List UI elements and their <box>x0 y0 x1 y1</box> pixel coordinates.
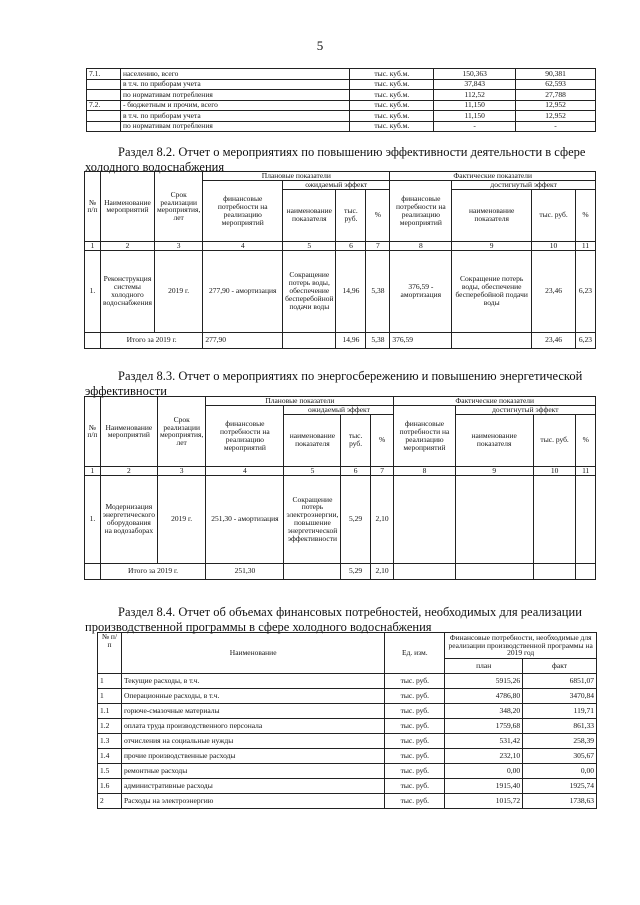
row-name: в т.ч. по приборам учета <box>120 111 349 122</box>
row-plan: 5915,26 <box>445 674 523 689</box>
column-number: 10 <box>532 241 576 250</box>
col-num-header: № п/п <box>85 172 101 242</box>
plan-indicator-header: наименование показателя <box>283 189 336 241</box>
table-row <box>98 764 597 779</box>
planned-header: Плановые показатели <box>206 397 394 406</box>
table-row <box>87 69 596 80</box>
row-name: в т.ч. по приборам учета <box>120 79 349 90</box>
row-value-1: 11,150 <box>434 111 516 122</box>
measure-name: Модернизация энергетического оборудования на водозаборах <box>100 475 157 563</box>
consumption-table <box>86 68 596 132</box>
column-number: 9 <box>452 241 532 250</box>
total-label: Итого за 2019 г. <box>100 563 206 579</box>
plan-header: план <box>445 659 523 674</box>
plan-indicator-header: наименование показателя <box>284 414 341 466</box>
row-plan: 232,10 <box>445 749 523 764</box>
column-number: 10 <box>533 466 576 475</box>
table-row <box>98 794 597 809</box>
table-row <box>98 749 597 764</box>
achieved-effect-header: достигнутый эффект <box>455 405 595 414</box>
measure-term: 2019 г. <box>154 250 202 332</box>
col-term-header: Срок реализации мероприятия, лет <box>154 172 202 242</box>
row-unit: тыс. руб. <box>385 689 445 704</box>
table-row <box>87 111 596 122</box>
row-name: населению, всего <box>120 69 349 80</box>
row-unit: тыс. руб. <box>385 764 445 779</box>
row-plan: 531,42 <box>445 734 523 749</box>
column-numbers-row <box>85 241 596 250</box>
column-number: 7 <box>366 241 390 250</box>
row-unit: тыс. куб.м. <box>350 69 434 80</box>
actual-header: Фактические показатели <box>394 397 596 406</box>
fact-rub: 23,46 <box>532 250 576 332</box>
total-plan-pct: 5,38 <box>366 332 390 348</box>
row-num: 1.4 <box>98 749 122 764</box>
table-row <box>98 704 597 719</box>
row-num: 1.2 <box>98 719 122 734</box>
col-num-header: № п/п <box>98 633 122 674</box>
row-num: 1.5 <box>98 764 122 779</box>
column-numbers-row <box>85 466 596 475</box>
row-unit: тыс. руб. <box>385 704 445 719</box>
row-value-2: 90,381 <box>516 69 596 80</box>
plan-rub: 14,96 <box>336 250 366 332</box>
row-unit: тыс. куб.м. <box>350 100 434 111</box>
col-num-header: № п/п <box>85 397 101 467</box>
table-row <box>85 250 596 332</box>
row-num <box>87 79 121 90</box>
row-name: Текущие расходы, в т.ч. <box>121 674 384 689</box>
row-fact: 6851,07 <box>523 674 597 689</box>
table-row <box>98 779 597 794</box>
column-number: 3 <box>154 241 202 250</box>
table-row <box>98 689 597 704</box>
row-fact: 258,39 <box>523 734 597 749</box>
row-name: по нормативам потребления <box>120 90 349 101</box>
row-plan: 1915,40 <box>445 779 523 794</box>
plan-indicator: Сокращение потерь воды, обеспечение бесперебойной подачи воды <box>283 250 336 332</box>
section-8-2-title: Раздел 8.2. Отчет о мероприятиях по повышению эффективности деятельности в сфере <box>118 145 586 159</box>
column-number: 11 <box>576 466 596 475</box>
column-number: 5 <box>283 241 336 250</box>
plan-pct-header: % <box>366 189 390 241</box>
fact-rub-header: тыс. руб. <box>533 414 576 466</box>
row-unit: тыс. куб.м. <box>350 111 434 122</box>
row-unit: тыс. руб. <box>385 734 445 749</box>
total-row <box>85 332 596 348</box>
row-name: по нормативам потребления <box>120 121 349 132</box>
table-row <box>98 734 597 749</box>
row-unit: тыс. руб. <box>385 719 445 734</box>
total-fact-rub: 23,46 <box>532 332 576 348</box>
row-unit: тыс. руб. <box>385 779 445 794</box>
column-number: 5 <box>284 466 341 475</box>
row-fact: 1925,74 <box>523 779 597 794</box>
column-number: 7 <box>370 466 394 475</box>
table-row <box>87 100 596 111</box>
section-8-3-title: Раздел 8.3. Отчет о мероприятиях по энергосбережению и повышению энергетической <box>118 369 583 383</box>
plan-fin-header: финансовые потребности на реализацию мероприятий <box>203 180 283 241</box>
row-value-1: 11,150 <box>434 100 516 111</box>
row-num: 1 <box>98 674 122 689</box>
row-name: Расходы на электроэнергию <box>121 794 384 809</box>
column-number: 6 <box>336 241 366 250</box>
row-value-1: - <box>434 121 516 132</box>
row-fact: 119,71 <box>523 704 597 719</box>
row-num: 7.2. <box>87 100 121 111</box>
row-num <box>87 121 121 132</box>
row-fact: 3470,84 <box>523 689 597 704</box>
section-8-4-title: Раздел 8.4. Отчет об объемах финансовых потребностей, необходимых для реализации <box>118 605 582 619</box>
plan-rub-header: тыс. руб. <box>341 414 370 466</box>
total-plan-rub: 5,29 <box>341 563 370 579</box>
achieved-effect-header: достигнутый эффект <box>452 180 596 189</box>
row-name: горюче-смазочные материалы <box>121 704 384 719</box>
fact-pct-header: % <box>575 189 595 241</box>
fact-rub-header: тыс. руб. <box>532 189 576 241</box>
plan-pct: 5,38 <box>366 250 390 332</box>
row-unit: тыс. руб. <box>385 674 445 689</box>
plan-pct: 2,10 <box>370 475 394 563</box>
row-num: 7.1. <box>87 69 121 80</box>
row-plan: 4786,80 <box>445 689 523 704</box>
column-number: 1 <box>85 466 101 475</box>
plan-fin-header: финансовые потребности на реализацию мероприятий <box>206 405 284 466</box>
row-num: 1.3 <box>98 734 122 749</box>
row-name: - бюджетным и прочим, всего <box>120 100 349 111</box>
measure-name: Реконструкция системы холодного водоснабжения <box>100 250 154 332</box>
column-number: 11 <box>575 241 595 250</box>
fact-pct-header: % <box>576 414 596 466</box>
total-fact-fin: 376,59 <box>390 332 452 348</box>
column-number: 4 <box>203 241 283 250</box>
page-number: 5 <box>316 38 324 53</box>
row-num: 1 <box>98 689 122 704</box>
row-name: отчисления на социальные нужды <box>121 734 384 749</box>
col-unit-header: Ед. изм. <box>385 633 445 674</box>
section-8-4-title-cont: производственной программы в сфере холодного водоснабжения <box>85 620 432 634</box>
row-fact: 861,33 <box>523 719 597 734</box>
row-plan: 348,20 <box>445 704 523 719</box>
row-num: 1. <box>85 250 101 332</box>
row-num: 1.1 <box>98 704 122 719</box>
row-num: 1. <box>85 475 101 563</box>
col-name-header: Наименование мероприятий <box>100 172 154 242</box>
column-number: 8 <box>390 241 452 250</box>
row-fact: 1738,63 <box>523 794 597 809</box>
row-value-2: 62,593 <box>516 79 596 90</box>
row-fact: 0,00 <box>523 764 597 779</box>
total-label: Итого за 2019 г. <box>100 332 202 348</box>
row-num <box>87 111 121 122</box>
plan-pct-header: % <box>370 414 394 466</box>
row-plan: 0,00 <box>445 764 523 779</box>
total-plan-pct: 2,10 <box>370 563 394 579</box>
fact-fin-header: финансовые потребности на реализацию мероприятий <box>390 180 452 241</box>
row-unit: тыс. куб.м. <box>350 90 434 101</box>
plan-rub-header: тыс. руб. <box>336 189 366 241</box>
actual-header: Фактические показатели <box>390 172 596 181</box>
energy-measures-table <box>84 396 596 580</box>
table-row <box>85 475 596 563</box>
row-unit: тыс. руб. <box>385 794 445 809</box>
row-name: оплата труда производственного персонала <box>121 719 384 734</box>
row-name: прочие производственные расходы <box>121 749 384 764</box>
table-row <box>87 90 596 101</box>
row-value-1: 112,52 <box>434 90 516 101</box>
section-8-3-title-cont: эффективности <box>85 384 167 398</box>
efficiency-measures-table <box>84 171 596 349</box>
fact-fin-header: финансовые потребности на реализацию мероприятий <box>394 405 455 466</box>
row-value-1: 37,843 <box>434 79 516 90</box>
row-unit: тыс. куб.м. <box>350 121 434 132</box>
planned-header: Плановые показатели <box>203 172 390 181</box>
column-number: 2 <box>100 466 157 475</box>
row-unit: тыс. руб. <box>385 749 445 764</box>
fact-indicator-header: наименование показателя <box>452 189 532 241</box>
column-number: 3 <box>157 466 205 475</box>
table-row <box>98 719 597 734</box>
fact-indicator: Сокращение потерь воды, обеспечение бесперебойной подачи воды <box>452 250 532 332</box>
total-plan-rub: 14,96 <box>336 332 366 348</box>
financial-needs-table <box>97 632 597 809</box>
row-fact: 305,67 <box>523 749 597 764</box>
plan-fin: 277,90 - амортизация <box>203 250 283 332</box>
row-value-2: 12,952 <box>516 111 596 122</box>
col-term-header: Срок реализации мероприятия, лет <box>157 397 205 467</box>
measure-term: 2019 г. <box>157 475 205 563</box>
table-row <box>87 79 596 90</box>
row-name: ремонтные расходы <box>121 764 384 779</box>
row-value-2: - <box>516 121 596 132</box>
row-value-2: 27,788 <box>516 90 596 101</box>
row-name: административные расходы <box>121 779 384 794</box>
fact-fin: 376,59 - амортизация <box>390 250 452 332</box>
column-number: 1 <box>85 241 101 250</box>
plan-fin: 251,30 - амортизация <box>206 475 284 563</box>
plan-rub: 5,29 <box>341 475 370 563</box>
row-name: Операционные расходы, в т.ч. <box>121 689 384 704</box>
plan-indicator: Сокращение потерь электроэнергии, повышение энергетической эффективности <box>284 475 341 563</box>
row-plan: 1759,68 <box>445 719 523 734</box>
row-num: 2 <box>98 794 122 809</box>
fin-needs-header: Финансовые потребности, необходимые для реализации производственной программы на 2019 год <box>445 633 597 659</box>
total-row <box>85 563 596 579</box>
total-fact-pct: 6,23 <box>575 332 595 348</box>
expected-effect-header: ожидаемый эффект <box>283 180 390 189</box>
column-number: 2 <box>100 241 154 250</box>
column-number: 4 <box>206 466 284 475</box>
row-value-1: 150,363 <box>434 69 516 80</box>
fact-header: факт <box>523 659 597 674</box>
section-8-2-title-cont: холодного водоснабжения <box>85 160 225 174</box>
expected-effect-header: ожидаемый эффект <box>284 405 394 414</box>
row-num <box>87 90 121 101</box>
fact-pct: 6,23 <box>575 250 595 332</box>
total-plan-fin: 277,90 <box>203 332 283 348</box>
row-num: 1.6 <box>98 779 122 794</box>
col-name-header: Наименование <box>121 633 384 674</box>
column-number: 8 <box>394 466 455 475</box>
table-row <box>87 121 596 132</box>
column-number: 6 <box>341 466 370 475</box>
fact-indicator-header: наименование показателя <box>455 414 533 466</box>
col-name-header: Наименование мероприятий <box>100 397 157 467</box>
table-row <box>98 674 597 689</box>
total-plan-fin: 251,30 <box>206 563 284 579</box>
column-number: 9 <box>455 466 533 475</box>
row-unit: тыс. куб.м. <box>350 79 434 90</box>
row-value-2: 12,952 <box>516 100 596 111</box>
row-plan: 1015,72 <box>445 794 523 809</box>
